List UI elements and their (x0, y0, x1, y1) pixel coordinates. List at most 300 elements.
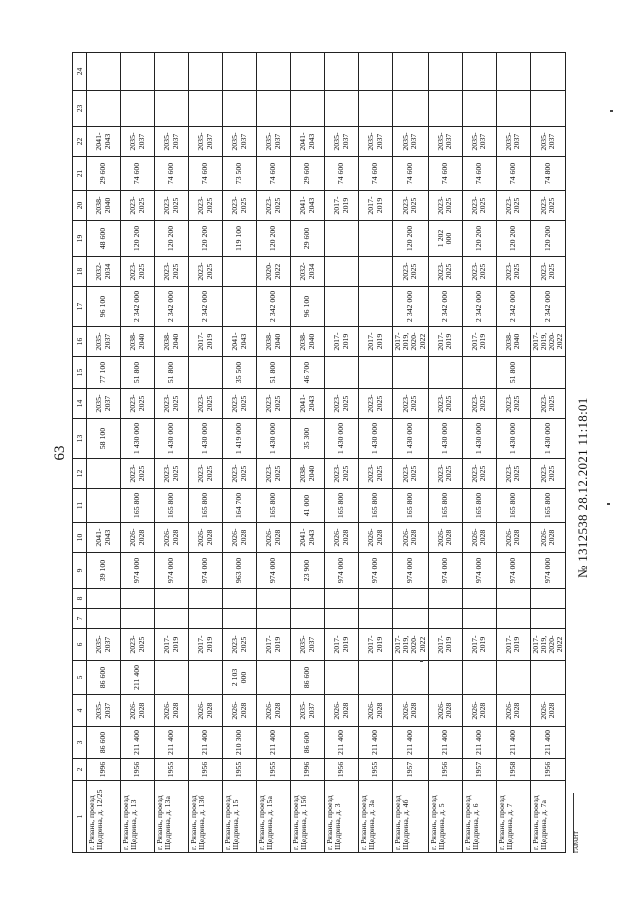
table-cell: 2017-2019 (325, 190, 359, 220)
table-cell: 120 200 (530, 220, 566, 256)
table-cell: 2 342 000 (393, 286, 429, 326)
table-cell: 96 100 (291, 286, 325, 326)
table-cell: 2020-2022 (257, 256, 291, 286)
table-cell: 1 430 000 (189, 418, 223, 458)
table-row (189, 52, 223, 852)
table-cell: 2023-2025 (257, 388, 291, 418)
table-cell: 1996 (291, 758, 325, 780)
table-cell: 2 103 000 (223, 660, 257, 694)
table-cell: 2023-2025 (155, 458, 189, 488)
table-cell: 211 400 (428, 726, 462, 758)
table-cell: 210 300 (223, 726, 257, 758)
table-cell: 2023-2025 (325, 458, 359, 488)
table-cell (87, 488, 121, 522)
table-cell: 1 430 000 (428, 418, 462, 458)
table-cell: 2023-2025 (393, 388, 429, 418)
table-cell: 73 500 (223, 156, 257, 190)
table-cell: 2023-2025 (121, 628, 155, 660)
table-cell: 2023-2025 (189, 458, 223, 488)
table-cell: 2017-2019, 2020-2022 (530, 628, 566, 660)
table-cell (257, 588, 291, 608)
address-cell: г. Рязань, проезд Щедрина, д. 3а (359, 780, 393, 852)
table-cell: 2023-2025 (359, 458, 393, 488)
table-cell: 58 100 (87, 418, 121, 458)
address-cell: г. Рязань, проезд Щедрина, д. 7а (530, 780, 566, 852)
table-row (87, 52, 121, 852)
table-cell (530, 90, 566, 126)
table-cell: 51 800 (121, 356, 155, 388)
table-cell: 211 400 (393, 726, 429, 758)
column-number-header: 1 (73, 780, 87, 852)
table-cell (155, 52, 189, 90)
table-cell (325, 608, 359, 628)
table-cell: 2026-2028 (223, 522, 257, 552)
table-cell: 1955 (223, 758, 257, 780)
column-number-header: 10 (73, 522, 87, 552)
table-cell (87, 52, 121, 90)
table-cell (530, 356, 566, 388)
table-cell: 2017-2019 (359, 628, 393, 660)
table-cell: 2023-2025 (121, 190, 155, 220)
table-cell: 211 400 (359, 726, 393, 758)
table-cell: 74 600 (496, 156, 530, 190)
table-cell: 1 430 000 (530, 418, 566, 458)
table-cell (189, 52, 223, 90)
table-cell: 2035-2037 (257, 126, 291, 156)
table-cell: 120 200 (393, 220, 429, 256)
table-cell: 120 200 (121, 220, 155, 256)
table-cell: 2035-2037 (496, 126, 530, 156)
table-cell: 2041-2043 (87, 522, 121, 552)
table-cell: 2026-2028 (359, 694, 393, 726)
table-cell (291, 52, 325, 90)
table-cell (223, 588, 257, 608)
column-number-header: 20 (73, 190, 87, 220)
table-cell: 2023-2025 (359, 388, 393, 418)
column-number-header: 14 (73, 388, 87, 418)
table-cell: 974 000 (325, 552, 359, 588)
table-cell: 86 600 (87, 660, 121, 694)
table-cell: 1 430 000 (121, 418, 155, 458)
table-cell (496, 660, 530, 694)
table-cell: 2035-2037 (87, 326, 121, 356)
table-cell (359, 90, 393, 126)
address-cell: г. Рязань, проезд Щедрина, д. 13а (155, 780, 189, 852)
table-cell: 2026-2028 (325, 694, 359, 726)
table-cell: 2023-2025 (462, 458, 496, 488)
table-cell: 1955 (155, 758, 189, 780)
table-cell: 1 430 000 (359, 418, 393, 458)
table-row (530, 52, 566, 852)
table-cell (155, 588, 189, 608)
table-cell: 2023-2025 (428, 256, 462, 286)
table-cell: 165 800 (121, 488, 155, 522)
table-cell: 2017-2019 (325, 326, 359, 356)
table-cell (393, 608, 429, 628)
table-cell: 74 600 (121, 156, 155, 190)
table-cell: 165 800 (155, 488, 189, 522)
table-cell: 2035-2037 (189, 126, 223, 156)
table-cell: 2035-2037 (291, 694, 325, 726)
table-cell (291, 588, 325, 608)
table-cell (530, 660, 566, 694)
table-cell: 120 200 (257, 220, 291, 256)
table-cell: 2026-2028 (496, 522, 530, 552)
table-cell (325, 356, 359, 388)
table-cell (87, 588, 121, 608)
table-cell: 29 600 (291, 156, 325, 190)
table-row (359, 52, 393, 852)
table-cell: 165 800 (325, 488, 359, 522)
table-cell: 2026-2028 (393, 522, 429, 552)
table-cell: 1957 (393, 758, 429, 780)
table-cell: 119 100 (223, 220, 257, 256)
table-cell: 2038-2040 (121, 326, 155, 356)
table-cell: 2026-2028 (462, 694, 496, 726)
table-cell: 1 430 000 (462, 418, 496, 458)
table-cell: 2023-2025 (121, 458, 155, 488)
table-cell: 2023-2025 (257, 458, 291, 488)
column-number-header: 11 (73, 488, 87, 522)
table-cell: 2023-2025 (462, 256, 496, 286)
table-cell: 2026-2028 (155, 522, 189, 552)
table-cell: 1 430 000 (496, 418, 530, 458)
column-number-header: 18 (73, 256, 87, 286)
table-cell: 120 200 (496, 220, 530, 256)
table-cell: 211 400 (496, 726, 530, 758)
table-cell: 2023-2025 (189, 388, 223, 418)
address-cell: г. Рязань, проезд Щедрина, д. 4б (393, 780, 429, 852)
column-number-header: 15 (73, 356, 87, 388)
table-cell (393, 90, 429, 126)
table-row (496, 52, 530, 852)
table-cell: 1 430 000 (155, 418, 189, 458)
table-cell: 41 000 (291, 488, 325, 522)
column-number-header: 19 (73, 220, 87, 256)
table-cell: 1 430 000 (393, 418, 429, 458)
table-cell: 2023-2025 (530, 458, 566, 488)
table-cell: 2 342 000 (155, 286, 189, 326)
table-cell: 2017-2019, 2020-2022 (393, 628, 429, 660)
table-cell: 2023-2025 (496, 388, 530, 418)
table-cell: 2023-2025 (428, 388, 462, 418)
table-cell: 2023-2025 (462, 190, 496, 220)
table-cell (462, 588, 496, 608)
table-cell (359, 220, 393, 256)
table-cell: 974 000 (257, 552, 291, 588)
table-cell: 2 342 000 (462, 286, 496, 326)
table-cell: 2038-2040 (87, 190, 121, 220)
table-cell: 2023-2025 (223, 458, 257, 488)
table-cell: 1956 (428, 758, 462, 780)
table-row (155, 52, 189, 852)
table-cell: 51 800 (155, 356, 189, 388)
table-cell: 211 400 (189, 726, 223, 758)
table-cell: 77 100 (87, 356, 121, 388)
table-cell: 211 400 (121, 726, 155, 758)
table-cell: 2026-2028 (189, 522, 223, 552)
table-cell: 2026-2028 (121, 694, 155, 726)
table-cell (87, 458, 121, 488)
table-cell: 1956 (121, 758, 155, 780)
table-cell: 2026-2028 (223, 694, 257, 726)
table-cell: 2023-2025 (428, 458, 462, 488)
table-cell: 2035-2037 (359, 126, 393, 156)
table-cell: 120 200 (189, 220, 223, 256)
table-cell (155, 90, 189, 126)
table-cell: 1956 (189, 758, 223, 780)
table-cell (223, 52, 257, 90)
table-cell: 48 600 (87, 220, 121, 256)
table-cell: 2023-2025 (462, 388, 496, 418)
column-number-header: 17 (73, 286, 87, 326)
column-number-header: 6 (73, 628, 87, 660)
table-cell: 2026-2028 (257, 522, 291, 552)
table-cell (257, 90, 291, 126)
table-cell: 974 000 (155, 552, 189, 588)
table-cell: 2023-2025 (121, 388, 155, 418)
table-cell (462, 90, 496, 126)
table-cell: 165 800 (496, 488, 530, 522)
table-cell (121, 52, 155, 90)
table-cell (359, 356, 393, 388)
table-cell: 2023-2025 (121, 256, 155, 286)
address-cell: г. Рязань, проезд Щедрина, д. 13 (121, 780, 155, 852)
table-cell: 29 600 (87, 156, 121, 190)
table-cell: 2023-2025 (257, 190, 291, 220)
table-cell: 165 800 (393, 488, 429, 522)
table-cell: 2035-2037 (530, 126, 566, 156)
table-cell: 74 600 (428, 156, 462, 190)
column-number-header: 2 (73, 758, 87, 780)
address-cell: г. Рязань, проезд Щедрина, д. 15а (257, 780, 291, 852)
table-cell: 974 000 (359, 552, 393, 588)
table-cell (189, 588, 223, 608)
table-cell: 211 400 (121, 660, 155, 694)
table-cell (155, 660, 189, 694)
table-cell: 2038-2040 (496, 326, 530, 356)
table-row (257, 52, 291, 852)
table-cell: 165 800 (428, 488, 462, 522)
column-number-header: 9 (73, 552, 87, 588)
table-cell: 2026-2028 (359, 522, 393, 552)
table-cell (393, 356, 429, 388)
table-cell: 2023-2025 (428, 190, 462, 220)
table-cell (496, 90, 530, 126)
table-cell (462, 660, 496, 694)
table-cell: 2035-2037 (393, 126, 429, 156)
table-cell (359, 588, 393, 608)
table-cell (325, 660, 359, 694)
column-number-header: 22 (73, 126, 87, 156)
garant-logo (568, 793, 586, 853)
address-cell: г. Рязань, проезд Щедрина, д. 15 (223, 780, 257, 852)
table-cell (428, 52, 462, 90)
table-cell: 2026-2028 (189, 694, 223, 726)
table-cell (257, 52, 291, 90)
table-cell: 2017-2019 (325, 628, 359, 660)
table-cell: 2017-2019 (496, 628, 530, 660)
table-cell: 2023-2025 (530, 190, 566, 220)
table-cell: 86 600 (291, 726, 325, 758)
table-cell: 2026-2028 (530, 694, 566, 726)
table-cell: 2026-2028 (530, 522, 566, 552)
column-number-header: 4 (73, 694, 87, 726)
table-cell (393, 588, 429, 608)
table-cell: 51 800 (257, 356, 291, 388)
table-cell: 974 000 (428, 552, 462, 588)
table-cell: 2023-2025 (325, 388, 359, 418)
table-cell: 211 400 (462, 726, 496, 758)
table-cell (530, 608, 566, 628)
table-row (325, 52, 359, 852)
column-number-header: 13 (73, 418, 87, 458)
table-cell: 2026-2028 (428, 694, 462, 726)
table-cell (359, 256, 393, 286)
table-cell (393, 660, 429, 694)
table-cell (87, 90, 121, 126)
table-cell: 74 600 (462, 156, 496, 190)
table-cell: 51 800 (496, 356, 530, 388)
table-cell: 35 300 (291, 418, 325, 458)
table-cell: 2017-2019 (462, 628, 496, 660)
table-row (462, 52, 496, 852)
table-cell: 39 100 (87, 552, 121, 588)
table-cell: 120 200 (462, 220, 496, 256)
table-cell: 1996 (87, 758, 121, 780)
address-cell: г. Рязань, проезд Щедрина, д. 12/25 (87, 780, 121, 852)
table-cell: 165 800 (359, 488, 393, 522)
table-cell (462, 356, 496, 388)
table-cell: 2023-2025 (496, 256, 530, 286)
table-cell: 1955 (359, 758, 393, 780)
table-cell: 2032-2034 (291, 256, 325, 286)
table-cell (223, 608, 257, 628)
table-cell: 2023-2025 (496, 458, 530, 488)
table-cell: 1956 (530, 758, 566, 780)
table-cell: 74 800 (530, 156, 566, 190)
table-cell (496, 588, 530, 608)
table-cell (530, 52, 566, 90)
table-cell: 2017-2019 (189, 326, 223, 356)
table-row (223, 52, 257, 852)
table-cell: 1 419 000 (223, 418, 257, 458)
table-cell: 2038-2040 (155, 326, 189, 356)
table-cell (462, 608, 496, 628)
table-cell: 211 400 (530, 726, 566, 758)
table-cell (189, 90, 223, 126)
table-cell: 2023-2025 (530, 388, 566, 418)
table-cell (189, 356, 223, 388)
rotated-document-page (50, 43, 590, 863)
column-number-header: 23 (73, 90, 87, 126)
table-cell: 2035-2037 (87, 388, 121, 418)
table-cell: 2035-2037 (462, 126, 496, 156)
table-cell: 2041-2043 (291, 190, 325, 220)
table-cell: 2 342 000 (121, 286, 155, 326)
table-cell: 2035-2037 (223, 126, 257, 156)
table-cell: 974 000 (393, 552, 429, 588)
logo-text: ГАРАНТ (574, 830, 580, 853)
table-cell: 23 900 (291, 552, 325, 588)
table-cell: 2017-2019 (189, 628, 223, 660)
table-cell (291, 608, 325, 628)
column-number-header: 12 (73, 458, 87, 488)
column-number-header: 24 (73, 52, 87, 90)
table-cell (496, 608, 530, 628)
table-cell: 2017-2019 (359, 190, 393, 220)
table-cell: 2026-2028 (462, 522, 496, 552)
table-cell: 2017-2019 (359, 326, 393, 356)
column-number-header: 3 (73, 726, 87, 758)
table-row (393, 52, 429, 852)
table-cell: 974 000 (121, 552, 155, 588)
table-cell (257, 660, 291, 694)
table-cell: 1955 (257, 758, 291, 780)
table-cell (291, 90, 325, 126)
table-cell: 86 600 (87, 726, 121, 758)
table-cell: 1958 (496, 758, 530, 780)
table-cell: 2041-2043 (223, 326, 257, 356)
table-cell: 2038-2040 (291, 458, 325, 488)
column-number-row (73, 52, 87, 852)
address-cell: г. Рязань, проезд Щедрина, д. 3 (325, 780, 359, 852)
table-cell: 2023-2025 (155, 190, 189, 220)
table-cell: 2017-2019, 2020-2022 (393, 326, 429, 356)
table-cell: 2026-2028 (325, 522, 359, 552)
address-cell: г. Рязань, проезд Щедрина, д. 6 (462, 780, 496, 852)
table-cell: 2023-2025 (189, 190, 223, 220)
table-cell: 2023-2025 (155, 388, 189, 418)
column-number-header: 21 (73, 156, 87, 190)
column-number-header: 8 (73, 588, 87, 608)
table-cell: 2026-2028 (257, 694, 291, 726)
table-cell: 211 400 (257, 726, 291, 758)
table-cell: 2041-2043 (291, 388, 325, 418)
table-cell: 2 342 000 (530, 286, 566, 326)
table-cell (359, 286, 393, 326)
table-cell: 2023-2025 (393, 458, 429, 488)
table-cell: 2041-2043 (87, 126, 121, 156)
table-cell (325, 90, 359, 126)
table-cell (121, 608, 155, 628)
table-cell: 2026-2028 (428, 522, 462, 552)
table-cell: 2026-2028 (121, 522, 155, 552)
table-cell: 2041-2043 (291, 126, 325, 156)
table-cell: 2 342 000 (189, 286, 223, 326)
table-cell: 1 430 000 (257, 418, 291, 458)
table-cell: 2035-2037 (87, 628, 121, 660)
table-cell: 2035-2037 (155, 126, 189, 156)
table-cell: 2017-2019 (428, 326, 462, 356)
address-cell: г. Рязань, проезд Щедрина, д. 15б (291, 780, 325, 852)
table-cell (428, 660, 462, 694)
table-cell: 2035-2037 (87, 694, 121, 726)
scan-speck (610, 110, 613, 112)
table-cell (257, 608, 291, 628)
table-cell: 165 800 (462, 488, 496, 522)
table-cell (359, 608, 393, 628)
table-cell: 211 400 (155, 726, 189, 758)
table-cell (325, 286, 359, 326)
table-cell: 1 430 000 (325, 418, 359, 458)
table-cell: 2017-2019 (155, 628, 189, 660)
table-cell: 74 600 (257, 156, 291, 190)
table-cell: 2 342 000 (496, 286, 530, 326)
table-cell (496, 52, 530, 90)
table-cell: 1 202 000 (428, 220, 462, 256)
table-cell (121, 90, 155, 126)
